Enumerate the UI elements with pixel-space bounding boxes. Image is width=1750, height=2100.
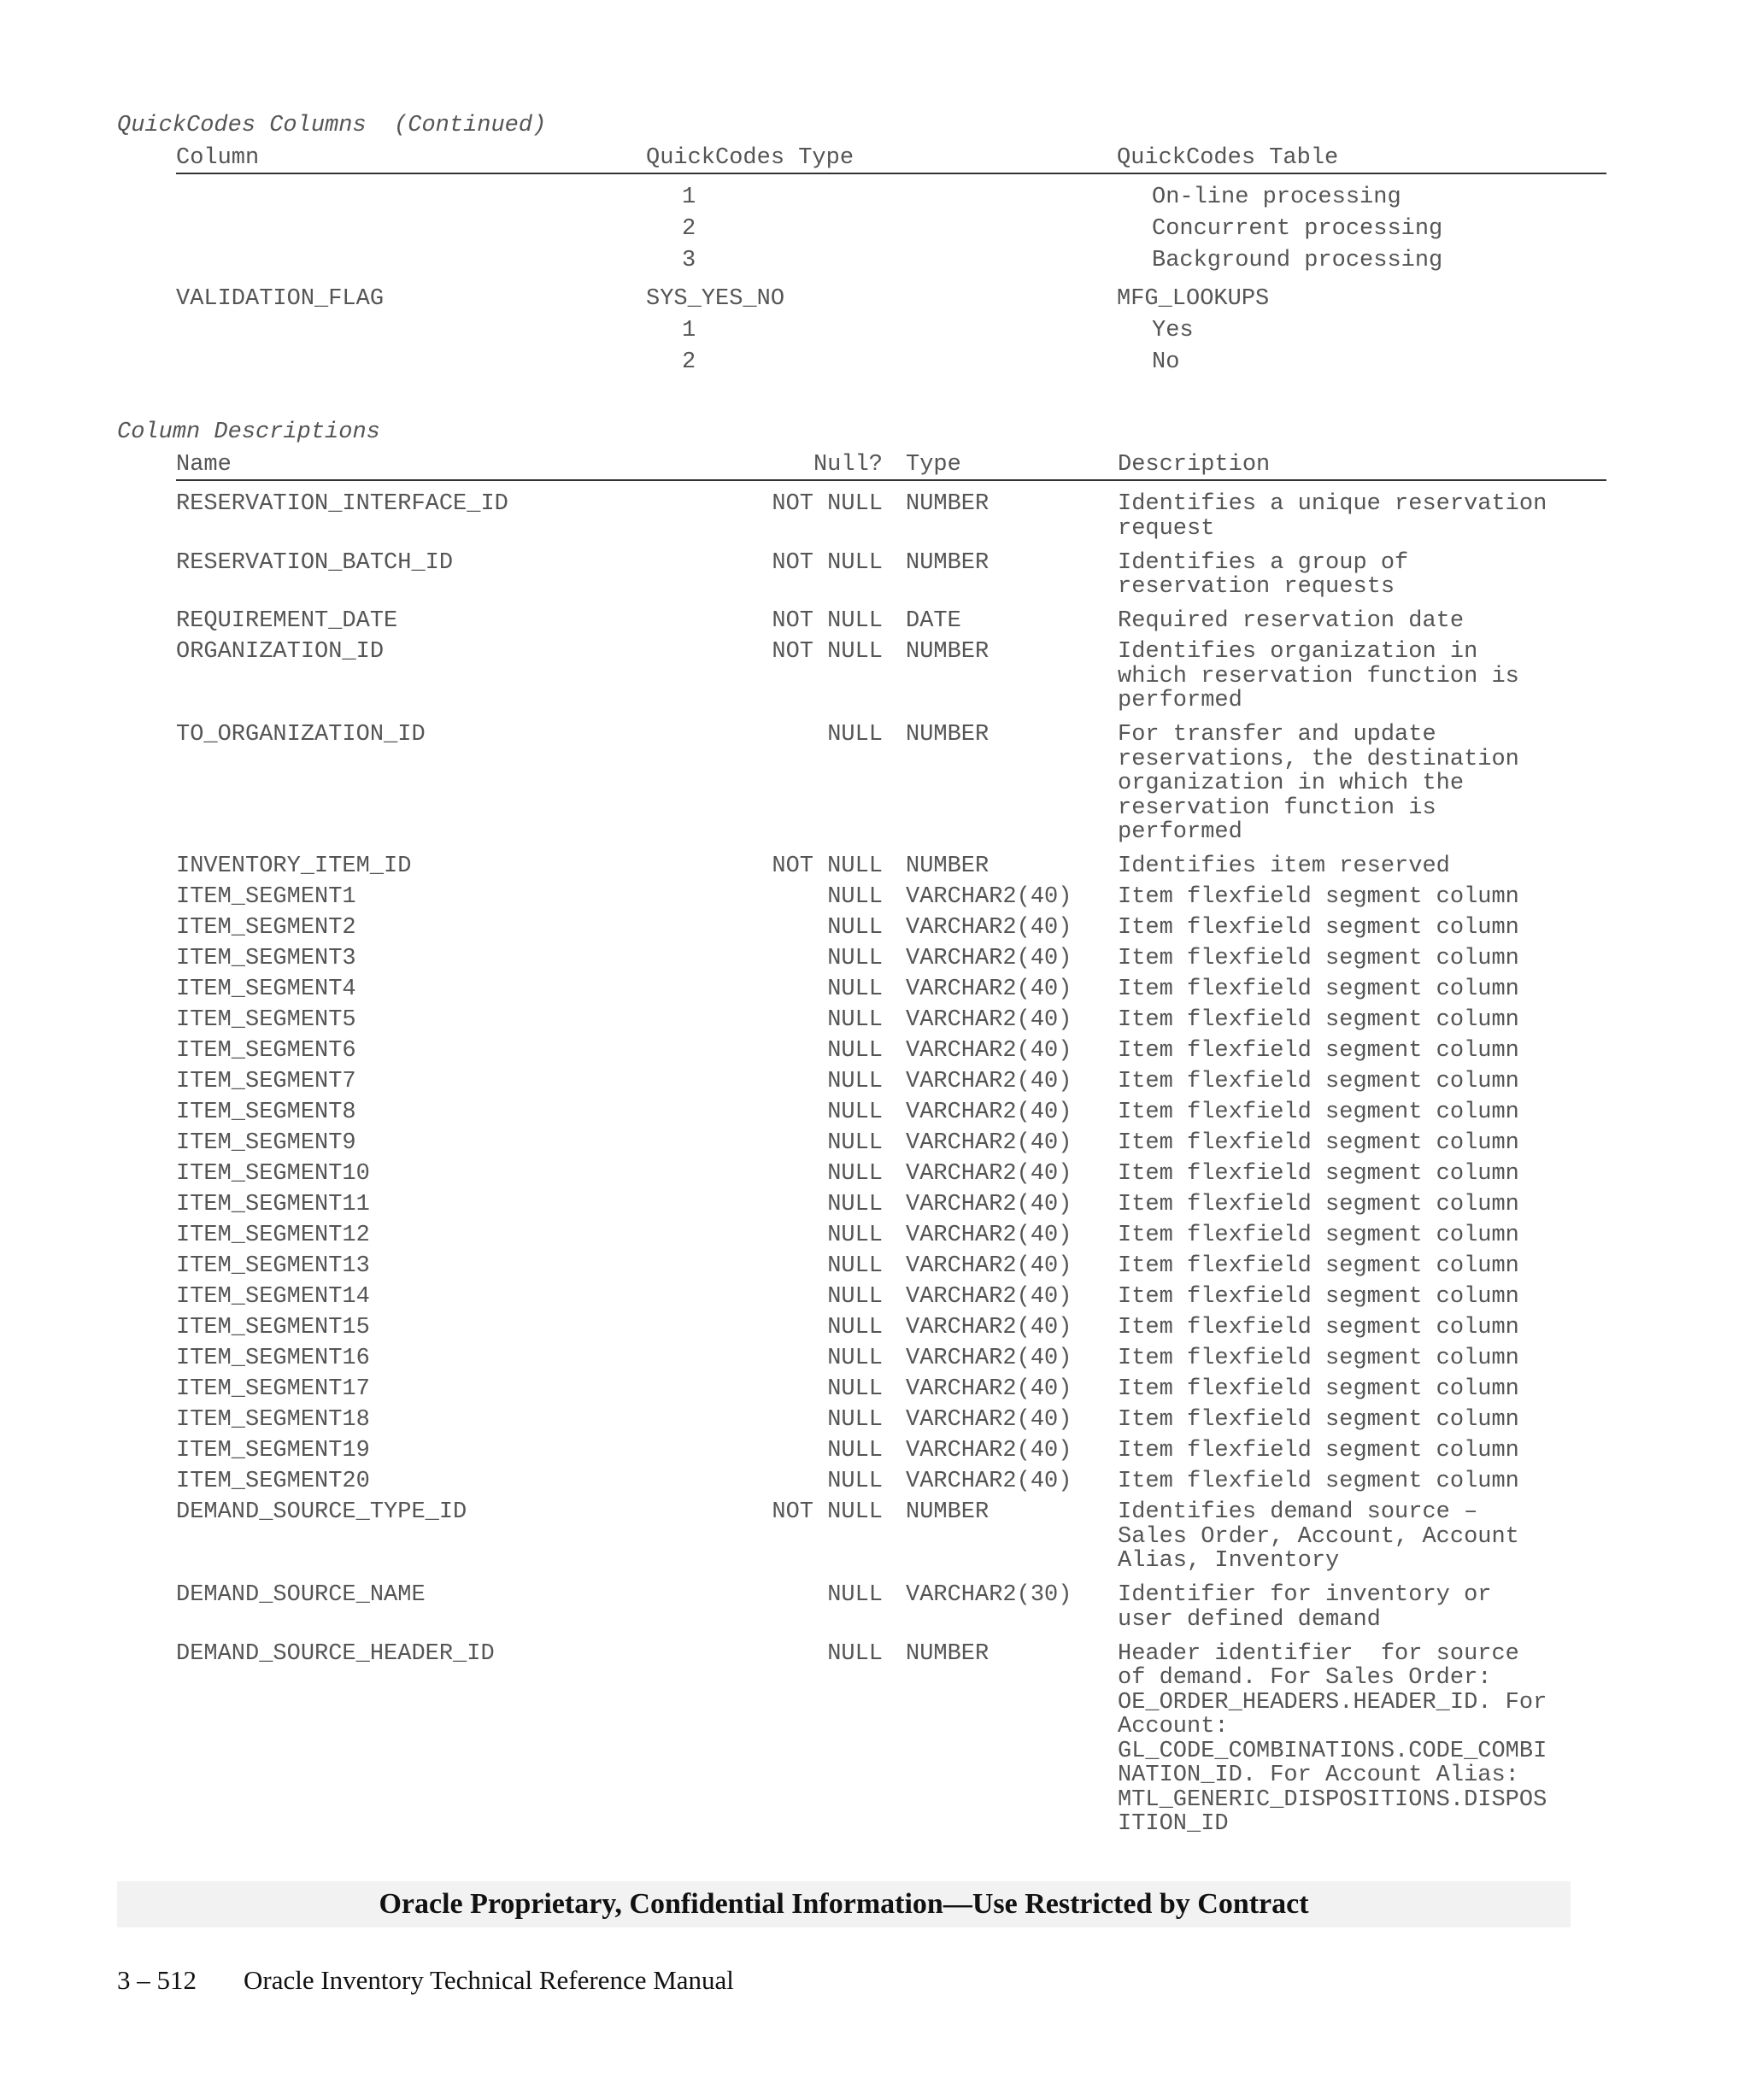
column-null: NOT NULL bbox=[772, 549, 883, 576]
column-description-line: Item flexfield segment column bbox=[1118, 1100, 1519, 1125]
column-null: NULL bbox=[827, 977, 883, 1002]
column-description-line: Item flexfield segment column bbox=[1118, 1223, 1519, 1248]
column-description-line: OE_ORDER_HEADERS.HEADER_ID. For bbox=[1118, 1689, 1547, 1716]
column-type: VARCHAR2(40) bbox=[906, 1284, 1072, 1310]
column-name: ITEM_SEGMENT20 bbox=[176, 1469, 370, 1494]
column-description bbox=[1118, 1193, 1519, 1217]
quickcodes-cell-type: 1 bbox=[682, 185, 696, 210]
column-name: ITEM_SEGMENT19 bbox=[176, 1438, 370, 1464]
column-description bbox=[1118, 1377, 1519, 1402]
column-description-line: Required reservation date bbox=[1118, 608, 1465, 634]
column-type: VARCHAR2(40) bbox=[906, 1007, 1072, 1033]
column-null: NULL bbox=[827, 915, 883, 941]
column-description-line: Item flexfield segment column bbox=[1118, 977, 1519, 1002]
column-description bbox=[1118, 1100, 1519, 1125]
column-description bbox=[1118, 723, 1519, 845]
column-description-line: Item flexfield segment column bbox=[1118, 884, 1519, 910]
column-description-line: Item flexfield segment column bbox=[1118, 1438, 1519, 1464]
column-type: VARCHAR2(40) bbox=[906, 1376, 1072, 1402]
column-name: DEMAND_SOURCE_HEADER_ID bbox=[176, 1640, 495, 1667]
column-description-line: Item flexfield segment column bbox=[1118, 1130, 1519, 1156]
quickcodes-cell-type: 3 bbox=[682, 248, 696, 273]
column-description-line: reservation requests bbox=[1118, 574, 1395, 600]
column-type: NUMBER bbox=[906, 639, 990, 665]
column-name: ITEM_SEGMENT8 bbox=[176, 1100, 356, 1125]
column-description-line: Item flexfield segment column bbox=[1118, 915, 1519, 941]
column-null: NULL bbox=[827, 1253, 883, 1279]
column-description-line: Item flexfield segment column bbox=[1118, 1192, 1519, 1217]
column-null: NULL bbox=[827, 1130, 883, 1156]
column-description bbox=[1118, 1131, 1519, 1156]
column-description-line: Item flexfield segment column bbox=[1118, 1253, 1519, 1279]
column-type: NUMBER bbox=[906, 722, 990, 748]
column-null: NULL bbox=[827, 1640, 883, 1667]
column-description bbox=[1118, 609, 1464, 634]
column-description bbox=[1118, 1500, 1519, 1574]
column-description-line: Identifies a unique reservation bbox=[1118, 491, 1547, 517]
quickcodes-cell-table: No bbox=[1152, 349, 1180, 375]
column-type: VARCHAR2(40) bbox=[906, 1038, 1072, 1064]
column-description-line: Item flexfield segment column bbox=[1118, 1407, 1519, 1433]
column-description-line: NATION_ID. For Account Alias: bbox=[1118, 1763, 1519, 1788]
column-name: RESERVATION_BATCH_ID bbox=[176, 549, 454, 576]
column-description-line: user defined demand bbox=[1118, 1606, 1381, 1633]
column-type: NUMBER bbox=[906, 491, 990, 517]
column-null: NOT NULL bbox=[772, 1499, 883, 1525]
quickcodes-cell-type: SYS_YES_NO bbox=[646, 286, 785, 312]
column-type: NUMBER bbox=[906, 1640, 990, 1667]
column-description-line: Item flexfield segment column bbox=[1118, 1284, 1519, 1310]
columns-header-name: Name bbox=[176, 452, 232, 478]
columns-section-title: Column Descriptions bbox=[117, 419, 380, 445]
quickcodes-header-type: QuickCodes Type bbox=[646, 145, 854, 171]
column-description-line: reservation function is bbox=[1118, 795, 1436, 821]
column-description-line: For transfer and update bbox=[1118, 722, 1436, 748]
column-type: DATE bbox=[906, 608, 961, 634]
column-type: VARCHAR2(40) bbox=[906, 1100, 1072, 1125]
column-description bbox=[1118, 1008, 1519, 1033]
column-description-line: reservations, the destination bbox=[1118, 746, 1519, 772]
column-description bbox=[1118, 1316, 1519, 1340]
quickcodes-cell-type: 1 bbox=[682, 318, 696, 343]
column-description bbox=[1118, 1408, 1519, 1433]
column-description bbox=[1118, 1039, 1519, 1064]
column-name: ITEM_SEGMENT12 bbox=[176, 1223, 370, 1248]
column-type: VARCHAR2(40) bbox=[906, 1223, 1072, 1248]
column-type: VARCHAR2(40) bbox=[906, 1130, 1072, 1156]
column-description-line: Item flexfield segment column bbox=[1118, 1038, 1519, 1064]
column-type: NUMBER bbox=[906, 853, 990, 879]
column-description bbox=[1118, 1254, 1519, 1279]
column-null: NULL bbox=[827, 1315, 883, 1340]
column-null: NULL bbox=[827, 1346, 883, 1371]
column-description-line: Identifies organization in bbox=[1118, 639, 1478, 665]
column-type: VARCHAR2(40) bbox=[906, 1253, 1072, 1279]
confidential-banner-text: Oracle Proprietary, Confidential Information––Use Restricted by Contract bbox=[379, 1888, 1309, 1920]
column-null: NULL bbox=[827, 884, 883, 910]
column-null: NULL bbox=[827, 722, 883, 748]
quickcodes-header-rule bbox=[176, 173, 1606, 174]
column-description bbox=[1118, 885, 1519, 910]
column-name: ITEM_SEGMENT14 bbox=[176, 1284, 370, 1310]
column-description bbox=[1118, 1346, 1519, 1371]
column-null: NULL bbox=[827, 1407, 883, 1433]
column-description bbox=[1118, 854, 1450, 879]
column-description bbox=[1118, 1583, 1491, 1632]
column-type: NUMBER bbox=[906, 1499, 990, 1525]
column-null: NULL bbox=[827, 1192, 883, 1217]
column-description-line: Identifies item reserved bbox=[1118, 853, 1450, 879]
quickcodes-cell-table: MFG_LOOKUPS bbox=[1117, 286, 1270, 312]
column-name: ITEM_SEGMENT2 bbox=[176, 915, 356, 941]
column-type: VARCHAR2(40) bbox=[906, 1069, 1072, 1094]
column-description-line: Alias, Inventory bbox=[1118, 1548, 1340, 1574]
column-null: NULL bbox=[827, 946, 883, 971]
column-type: VARCHAR2(40) bbox=[906, 884, 1072, 910]
column-type: VARCHAR2(40) bbox=[906, 977, 1072, 1002]
column-description-line: Sales Order, Account, Account bbox=[1118, 1523, 1519, 1550]
column-null: NULL bbox=[827, 1438, 883, 1464]
column-description-line: which reservation function is bbox=[1118, 663, 1519, 689]
column-description bbox=[1118, 977, 1519, 1002]
column-description-line: ITION_ID bbox=[1118, 1811, 1229, 1837]
column-name: DEMAND_SOURCE_NAME bbox=[176, 1582, 426, 1608]
column-description-line: Item flexfield segment column bbox=[1118, 946, 1519, 971]
column-null: NOT NULL bbox=[772, 491, 883, 517]
column-name: ITEM_SEGMENT15 bbox=[176, 1315, 370, 1340]
confidential-banner bbox=[117, 1881, 1571, 1927]
column-name: TO_ORGANIZATION_ID bbox=[176, 722, 426, 748]
column-null: NULL bbox=[827, 1376, 883, 1402]
column-description bbox=[1118, 947, 1519, 971]
column-name: ITEM_SEGMENT11 bbox=[176, 1192, 370, 1217]
column-description-line: Item flexfield segment column bbox=[1118, 1376, 1519, 1402]
column-name: DEMAND_SOURCE_TYPE_ID bbox=[176, 1499, 467, 1525]
column-null: NULL bbox=[827, 1469, 883, 1494]
column-type: VARCHAR2(40) bbox=[906, 1346, 1072, 1371]
column-description-line: Item flexfield segment column bbox=[1118, 1469, 1519, 1494]
column-description bbox=[1118, 1070, 1519, 1094]
column-description-line: Item flexfield segment column bbox=[1118, 1007, 1519, 1033]
column-description-line: Item flexfield segment column bbox=[1118, 1069, 1519, 1094]
column-description bbox=[1118, 1162, 1519, 1187]
column-description-line: of demand. For Sales Order: bbox=[1118, 1665, 1492, 1691]
column-description-line: performed bbox=[1118, 688, 1242, 713]
quickcodes-cell-type: 2 bbox=[682, 349, 696, 375]
columns-header-type: Type bbox=[906, 452, 961, 478]
column-type: VARCHAR2(40) bbox=[906, 1407, 1072, 1433]
column-name: REQUIREMENT_DATE bbox=[176, 608, 398, 634]
column-type: VARCHAR2(40) bbox=[906, 1469, 1072, 1494]
column-name: ITEM_SEGMENT9 bbox=[176, 1130, 356, 1156]
columns-header-null: Null? bbox=[813, 452, 883, 478]
quickcodes-cell-table: Background processing bbox=[1152, 248, 1443, 273]
column-name: ITEM_SEGMENT17 bbox=[176, 1376, 370, 1402]
column-type: VARCHAR2(40) bbox=[906, 1315, 1072, 1340]
column-description bbox=[1118, 640, 1519, 713]
column-null: NULL bbox=[827, 1582, 883, 1608]
column-null: NULL bbox=[827, 1007, 883, 1033]
column-name: ITEM_SEGMENT18 bbox=[176, 1407, 370, 1433]
column-null: NOT NULL bbox=[772, 853, 883, 879]
column-description-line: performed bbox=[1118, 819, 1242, 845]
column-description-line: Item flexfield segment column bbox=[1118, 1315, 1519, 1340]
column-description bbox=[1118, 492, 1547, 541]
column-description-line: GL_CODE_COMBINATIONS.CODE_COMBI bbox=[1118, 1738, 1547, 1764]
column-name: ITEM_SEGMENT16 bbox=[176, 1346, 370, 1371]
column-description bbox=[1118, 1469, 1519, 1494]
quickcodes-header-column: Column bbox=[176, 145, 260, 171]
column-null: NULL bbox=[827, 1069, 883, 1094]
column-null: NULL bbox=[827, 1038, 883, 1064]
column-name: ITEM_SEGMENT7 bbox=[176, 1069, 356, 1094]
column-description bbox=[1118, 1223, 1519, 1248]
column-description bbox=[1118, 1642, 1547, 1837]
column-null: NULL bbox=[827, 1284, 883, 1310]
column-type: VARCHAR2(40) bbox=[906, 915, 1072, 941]
column-name: ITEM_SEGMENT5 bbox=[176, 1007, 356, 1033]
quickcodes-cell-table: On-line processing bbox=[1152, 185, 1401, 210]
column-description-line: MTL_GENERIC_DISPOSITIONS.DISPOS bbox=[1118, 1786, 1547, 1813]
column-description-line: Header identifier for source bbox=[1118, 1640, 1519, 1667]
column-name: ORGANIZATION_ID bbox=[176, 639, 385, 665]
quickcodes-cell-table: Concurrent processing bbox=[1152, 216, 1443, 242]
column-type: VARCHAR2(40) bbox=[906, 1438, 1072, 1464]
column-description-line: request bbox=[1118, 515, 1215, 542]
column-type: VARCHAR2(40) bbox=[906, 1161, 1072, 1187]
columns-header-rule bbox=[176, 479, 1606, 481]
column-name: ITEM_SEGMENT1 bbox=[176, 884, 356, 910]
footer-manual-title: Oracle Inventory Technical Reference Manual bbox=[244, 1965, 734, 1995]
column-description bbox=[1118, 916, 1519, 941]
quickcodes-header-table: QuickCodes Table bbox=[1117, 145, 1339, 171]
column-name: ITEM_SEGMENT3 bbox=[176, 946, 356, 971]
column-description-line: Identifier for inventory or bbox=[1118, 1582, 1492, 1608]
footer-page-number: 3 – 512 bbox=[117, 1965, 197, 1995]
quickcodes-cell-type: 2 bbox=[682, 216, 696, 242]
column-description-line: organization in which the bbox=[1118, 771, 1465, 796]
column-description-line: Item flexfield segment column bbox=[1118, 1346, 1519, 1371]
column-type: VARCHAR2(40) bbox=[906, 946, 1072, 971]
column-type: VARCHAR2(30) bbox=[906, 1582, 1072, 1608]
column-name: ITEM_SEGMENT10 bbox=[176, 1161, 370, 1187]
column-name: ITEM_SEGMENT13 bbox=[176, 1253, 370, 1279]
columns-header-description: Description bbox=[1118, 452, 1271, 478]
column-null: NOT NULL bbox=[772, 608, 883, 634]
column-name: ITEM_SEGMENT4 bbox=[176, 977, 356, 1002]
column-description-line: Identifies a group of bbox=[1118, 549, 1409, 576]
quickcodes-section-title: QuickCodes Columns (Continued) bbox=[117, 113, 547, 138]
column-name: INVENTORY_ITEM_ID bbox=[176, 853, 412, 879]
column-description bbox=[1118, 551, 1408, 600]
column-description-line: Item flexfield segment column bbox=[1118, 1161, 1519, 1187]
column-null: NOT NULL bbox=[772, 639, 883, 665]
column-name: RESERVATION_INTERFACE_ID bbox=[176, 491, 508, 517]
column-description-line: Account: bbox=[1118, 1714, 1229, 1739]
column-type: VARCHAR2(40) bbox=[906, 1192, 1072, 1217]
column-null: NULL bbox=[827, 1223, 883, 1248]
column-description bbox=[1118, 1439, 1519, 1464]
column-name: ITEM_SEGMENT6 bbox=[176, 1038, 356, 1064]
quickcodes-cell-column: VALIDATION_FLAG bbox=[176, 286, 385, 312]
column-description bbox=[1118, 1285, 1519, 1310]
quickcodes-cell-table: Yes bbox=[1152, 318, 1194, 343]
column-null: NULL bbox=[827, 1161, 883, 1187]
column-description-line: Identifies demand source – bbox=[1118, 1499, 1478, 1525]
column-null: NULL bbox=[827, 1100, 883, 1125]
column-type: NUMBER bbox=[906, 549, 990, 576]
